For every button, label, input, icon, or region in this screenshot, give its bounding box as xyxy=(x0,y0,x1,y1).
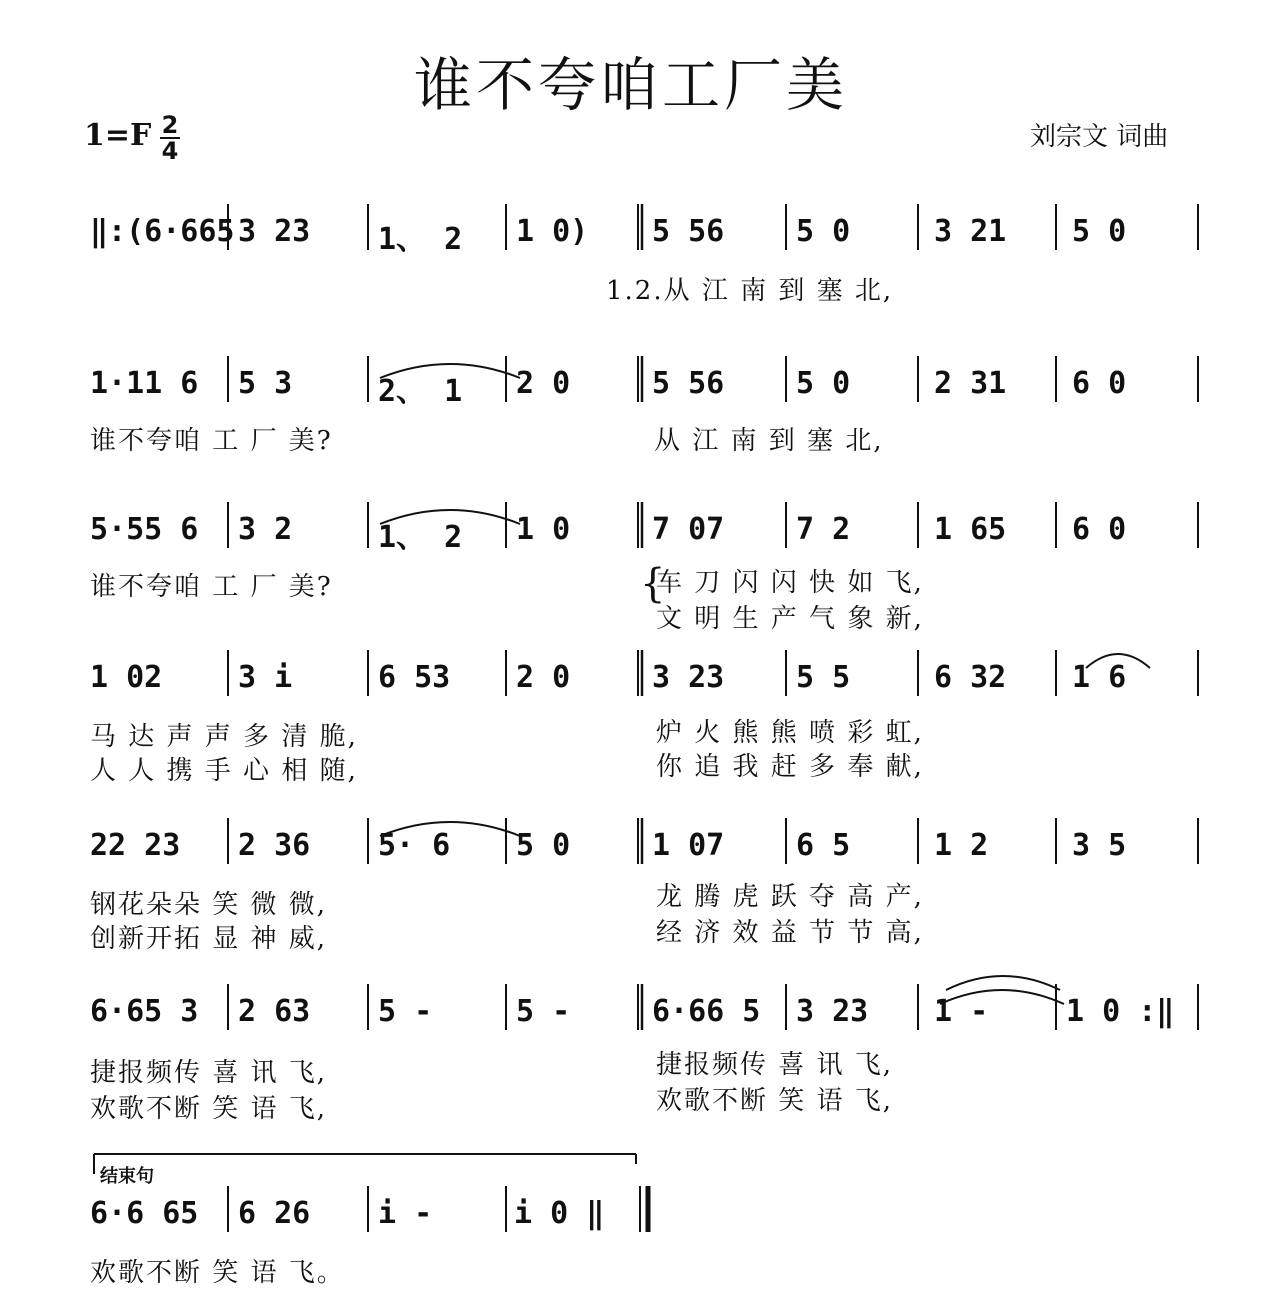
measure: 7 2 xyxy=(796,512,851,547)
measure: i 0 ‖ xyxy=(514,1196,605,1231)
measure: 1 65 xyxy=(934,512,1007,547)
measure: 5 5 xyxy=(796,660,851,695)
measure: 3 21 xyxy=(934,214,1007,249)
measure: 1 07 xyxy=(652,828,725,863)
measure: 1、 2 xyxy=(378,520,463,555)
lyric-line: 人 人 携 手 心 相 随, xyxy=(90,756,358,786)
lyric-line: 谁不夸咱 工 厂 美? xyxy=(90,426,333,456)
measure: 22 23 xyxy=(90,828,181,863)
measure: 6 26 xyxy=(238,1196,311,1231)
lyric-brace: { xyxy=(640,561,668,607)
measure: i - xyxy=(378,1196,433,1231)
time-numerator: 2 xyxy=(161,111,179,139)
measure: 5·55 6 xyxy=(90,512,199,547)
measure: 5 3 xyxy=(238,366,293,401)
measure: 2 0 xyxy=(516,660,571,695)
measure: 6 5 xyxy=(796,828,851,863)
song-title: 谁不夸咱工厂美 xyxy=(414,51,849,119)
measure: 6·66 5 xyxy=(652,994,761,1029)
measure: 5 0 xyxy=(516,828,571,863)
lyric-line: 马 达 声 声 多 清 脆, xyxy=(90,722,358,752)
lyric-line: 欢歌不断 笑 语 飞。 xyxy=(90,1258,345,1288)
measure: 3 i xyxy=(238,660,293,695)
lyric-line: 你 追 我 赶 多 奉 献, xyxy=(656,752,924,782)
key-signature: 1=F xyxy=(84,118,152,153)
measure: 1、 2 xyxy=(378,222,463,257)
measure: 6 32 xyxy=(934,660,1007,695)
measure: 2、 1 xyxy=(378,374,463,409)
measure: 5 56 xyxy=(652,214,725,249)
measure: 5 - xyxy=(516,994,571,1029)
measure: 6 0 xyxy=(1072,366,1127,401)
measure: 1 02 xyxy=(90,660,163,695)
lyric-line: 捷报频传 喜 讯 飞, xyxy=(90,1058,328,1088)
measure: 3 23 xyxy=(652,660,725,695)
measure: 1·11 6 xyxy=(90,366,199,401)
ending-label: 结束句 xyxy=(100,1166,154,1187)
measure: 3 23 xyxy=(238,214,311,249)
measure: 5 0 xyxy=(796,214,851,249)
measure: 1 0 :‖ xyxy=(1066,994,1175,1029)
measure: 6 0 xyxy=(1072,512,1127,547)
measure: 5· 6 xyxy=(378,828,451,863)
measure: 2 0 xyxy=(516,366,571,401)
measure: 3 2 xyxy=(238,512,293,547)
lyric-line: 欢歌不断 笑 语 飞, xyxy=(90,1094,328,1124)
lyric-line: 文 明 生 产 气 象 新, xyxy=(656,604,924,634)
measure: 1 6 xyxy=(1072,660,1127,695)
measure: 1 2 xyxy=(934,828,989,863)
measure: 5 0 xyxy=(1072,214,1127,249)
measure: 2 31 xyxy=(934,366,1007,401)
measure: 6 53 xyxy=(378,660,451,695)
measure: 6·6 65 xyxy=(90,1196,199,1231)
lyric-line: 谁不夸咱 工 厂 美? xyxy=(90,572,333,602)
measure: 6·65 3 xyxy=(90,994,199,1029)
measure: 7 07 xyxy=(652,512,725,547)
measure: 5 0 xyxy=(796,366,851,401)
measure: 1 0) xyxy=(516,214,589,249)
composer-credit: 刘宗文 词曲 xyxy=(1030,122,1169,152)
measure: 3 5 xyxy=(1072,828,1127,863)
lyric-line: 龙 腾 虎 跃 夺 高 产, xyxy=(656,882,924,912)
lyric-line: 炉 火 熊 熊 喷 彩 虹, xyxy=(656,718,924,748)
lyric-line: 创新开拓 显 神 威, xyxy=(90,924,328,954)
lyric-line: 1.2.从 江 南 到 塞 北, xyxy=(606,276,894,306)
measure: 2 63 xyxy=(238,994,311,1029)
lyric-line: 钢花朵朵 笑 微 微, xyxy=(90,890,328,920)
slur-arc xyxy=(946,976,1060,990)
measure: 3 23 xyxy=(796,994,869,1029)
lyric-line: 欢歌不断 笑 语 飞, xyxy=(656,1086,894,1116)
time-denominator: 4 xyxy=(161,137,179,165)
measure: 5 - xyxy=(378,994,433,1029)
lyric-line: 车 刀 闪 闪 快 如 飞, xyxy=(656,568,924,598)
lyric-line: 经 济 效 益 节 节 高, xyxy=(656,918,924,948)
lyric-line: 捷报频传 喜 讯 飞, xyxy=(656,1050,894,1080)
lyric-line: 从 江 南 到 塞 北, xyxy=(654,426,884,456)
measure: 2 36 xyxy=(238,828,311,863)
measure: ‖:(6·665 xyxy=(90,214,235,249)
measure: 5 56 xyxy=(652,366,725,401)
measure: 1 0 xyxy=(516,512,571,547)
measure: 1 - xyxy=(934,994,989,1029)
